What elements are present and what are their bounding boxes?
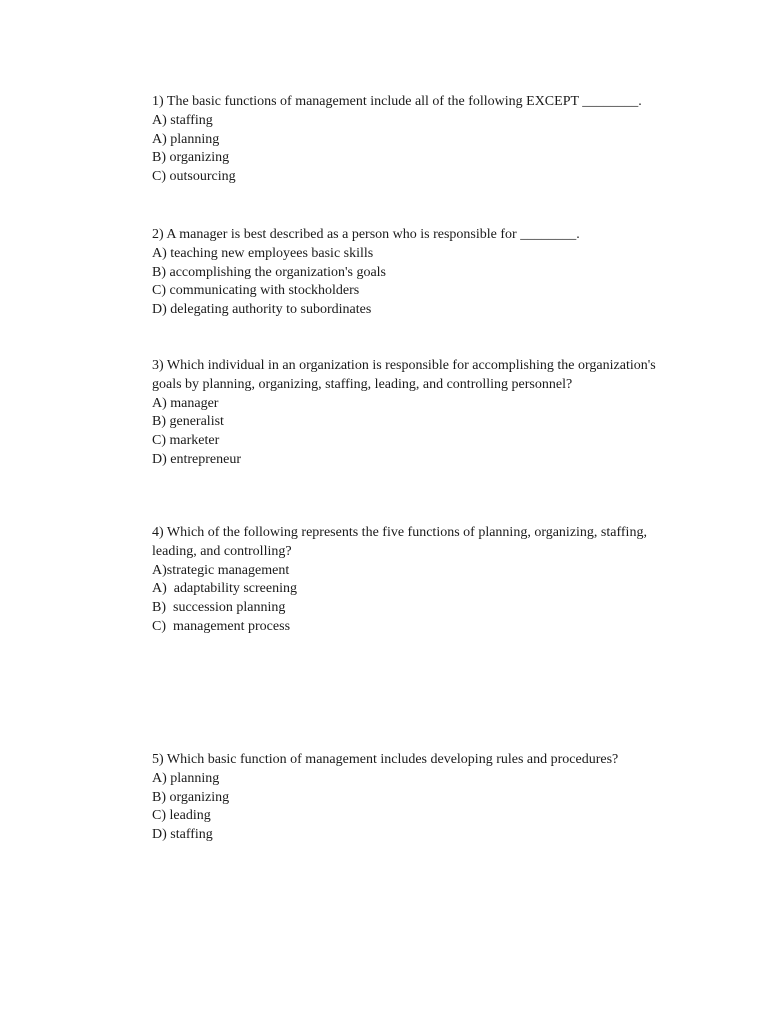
answer-option: A) manager [152,395,219,411]
answer-option: B) generalist [152,414,224,430]
answer-option: C) management process [152,618,291,634]
question-3 [152,357,672,470]
answer-option: C) leading [152,808,211,824]
answer-option: A) staffing [152,112,213,128]
answer-option: A) adaptability screening [152,581,298,597]
question-4 [152,524,672,637]
question-stem: 2) A manager is best described as a person who is responsible for ________. [152,227,580,242]
question-stem: 3) Which individual in an organization is responsible for accomplishing the organization's goals by planning, organizing, staffing, leading, and controlling personnel? [152,358,660,392]
answer-option: C) outsourcing [152,169,236,185]
answer-option: A) teaching new employees basic skills [152,245,374,261]
answer-option: A)strategic management [152,562,290,578]
answer-option: D) entrepreneur [152,451,242,467]
answer-option: A) planning [152,131,220,147]
answer-option: C) marketer [152,433,220,449]
question-2 [152,226,672,320]
question-1 [152,93,672,187]
answer-option: B) succession planning [152,600,286,616]
answer-option: B) organizing [152,150,230,166]
answer-option: B) organizing [152,789,230,805]
question-stem: 4) Which of the following represents the five functions of planning, organizing, staffing, leading, and controlling? [152,525,651,559]
answer-option: B) accomplishing the organization's goals [152,264,386,280]
question-5 [152,751,672,845]
answer-option: A) planning [152,770,220,786]
answer-option: D) delegating authority to subordinates [152,302,372,318]
question-stem: 1) The basic functions of management include all of the following EXCEPT ________. [152,94,642,109]
question-stem: 5) Which basic function of management includes developing rules and procedures? [152,752,619,767]
answer-option: D) staffing [152,827,213,843]
answer-option: C) communicating with stockholders [152,283,360,299]
